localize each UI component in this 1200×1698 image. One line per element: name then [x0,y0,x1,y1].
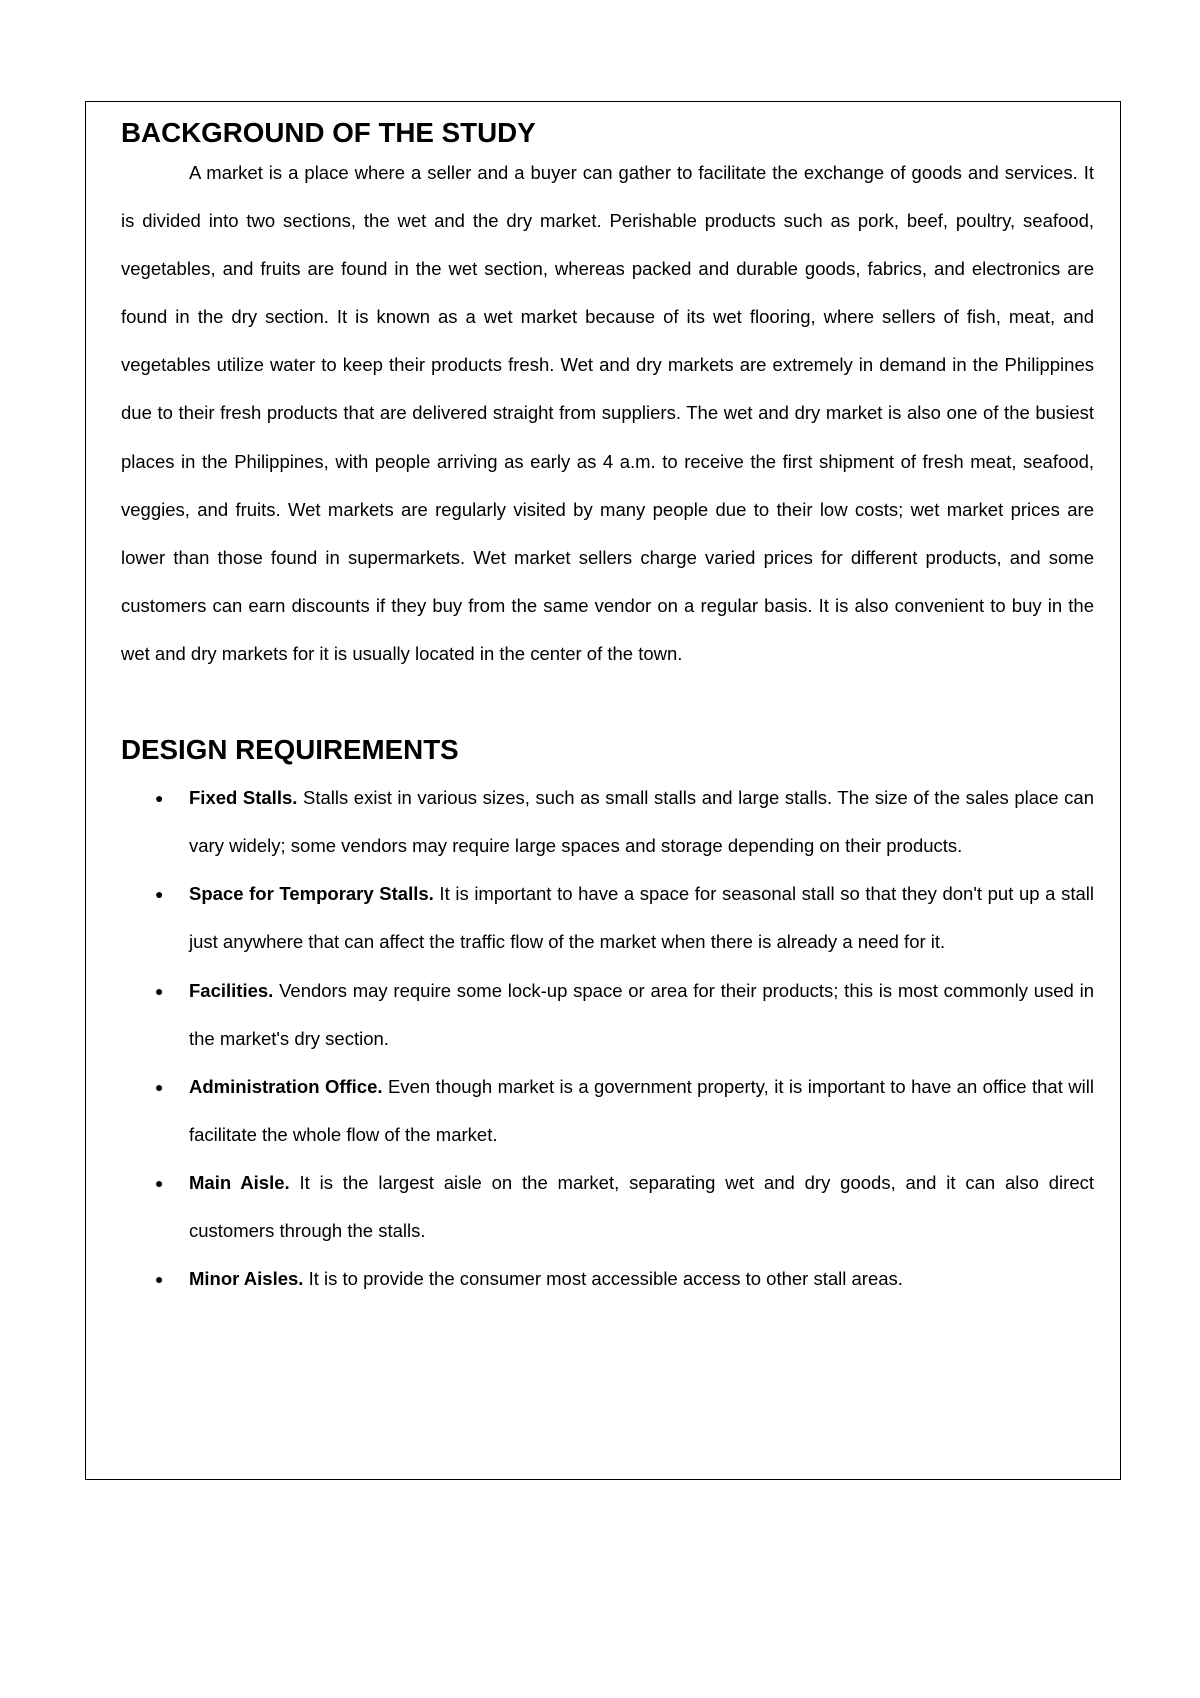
bullet-icon: ● [155,1271,164,1288]
content-border-box [85,101,1121,1480]
list-item [121,967,1094,1063]
list-item [121,1255,1094,1303]
requirement-term: Fixed Stalls. [189,787,298,809]
document-content [121,116,1094,1303]
requirement-text: It is the largest aisle on the market, separating wet and dry goods, and it can also direct customers through the stalls. [189,1171,1095,1241]
requirement-text: It is to provide the consumer most accessible access to other stall areas. [303,1268,903,1290]
requirement-term: Administration Office. [189,1075,383,1097]
list-item [121,1159,1094,1255]
section-gap [121,678,1094,726]
requirement-term: Facilities. [189,979,274,1001]
requirement-text: It is important to have a space for seasonal stall so that they don't put up a stall just anywhere that can affect the traffic flow of the market when there is already a need for it. [189,883,1094,953]
list-item [121,870,1094,966]
requirement-term: Space for Temporary Stalls. [189,883,434,905]
bullet-icon: ● [155,886,164,903]
list-item [121,1063,1094,1159]
bullet-icon: ● [155,790,164,807]
background-paragraph: A market is a place where a seller and a buyer can gather to facilitate the exchange of goods and services. It is divided into two sections, the wet and the dry market. Perishable products such as pork, beef, poultry, seafood, vegetables, and fruits are found in the wet section, whereas packed and durable goods, fabrics, and electronics are found in the dry section. It is known as a wet market because of its wet flooring, where sellers of fish, meat, and vegetables utilize water to keep their products fresh. Wet and dry markets are extremely in demand in the Philippines due to their fresh products that are delivered straight from suppliers. The wet and dry market is also one of the busiest places in the Philippines, with people arriving as early as 4 a.m. to receive the first shipment of fresh meat, seafood, veggies, and fruits. Wet markets are regularly visited by many people due to their low costs; wet market prices are lower than those found in supermarkets. Wet market sellers charge varied prices for different products, and some customers can earn discounts if they buy from the same vendor on a regular basis. It is also convenient to buy in the wet and dry markets for it is usually located in the center of the town. [121,162,1094,664]
bullet-icon: ● [155,1078,164,1095]
requirement-text: Vendors may require some lock-up space or area for their products; this is most commonly used in the market's dry section. [189,979,1094,1049]
bullet-icon: ● [155,1174,164,1191]
requirements-list [121,774,1094,1303]
requirement-term: Main Aisle. [189,1171,290,1193]
requirement-term: Minor Aisles. [189,1268,304,1290]
background-heading: BACKGROUND OF THE STUDY [121,117,536,148]
list-item [121,774,1094,870]
requirement-text: Stalls exist in various sizes, such as small stalls and large stalls. The size of the sales place can vary widely; some vendors may require large spaces and storage depending on their products. [189,787,1094,857]
design-requirements-heading: DESIGN REQUIREMENTS [121,734,459,766]
bullet-icon: ● [155,982,164,999]
requirement-text: Even though market is a government property, it is important to have an office that will facilitate the whole flow of the market. [189,1075,1094,1145]
